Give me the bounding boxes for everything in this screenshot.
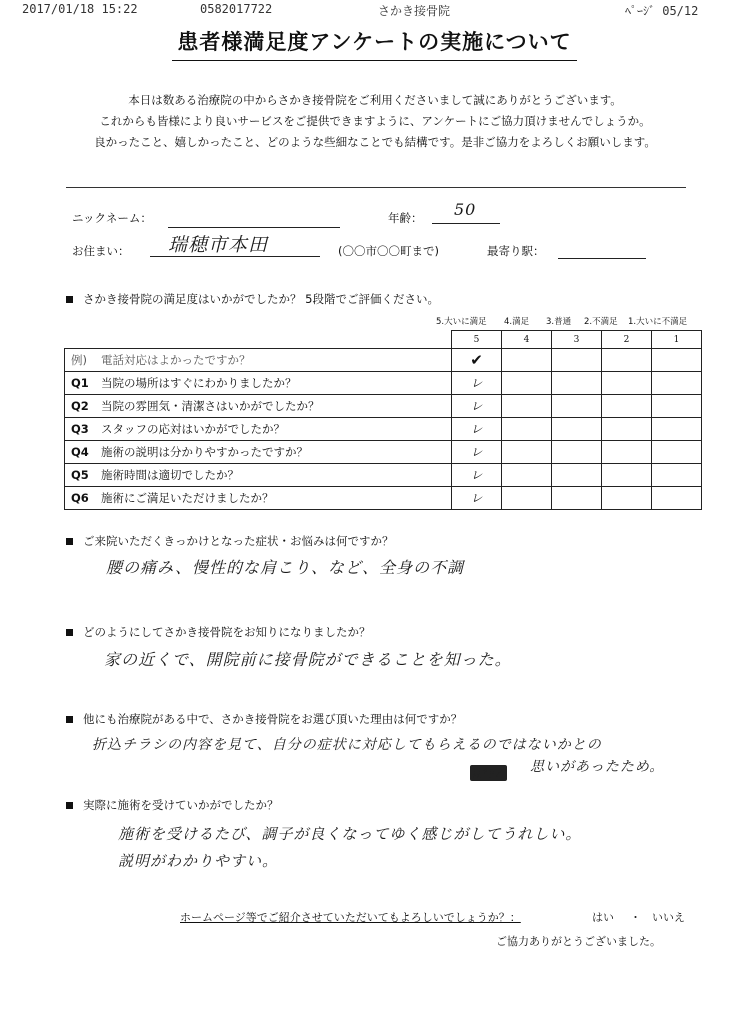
- question-id: 例): [71, 353, 87, 367]
- satisfaction-heading-text: さかき接骨院の満足度はいかがでしたか？ 5段階でご評価ください。: [83, 292, 439, 306]
- station-label: 最寄り駅：: [487, 244, 545, 258]
- col-4: 4: [502, 331, 552, 349]
- rating-cell[interactable]: [602, 441, 652, 464]
- section-bullet: [66, 629, 73, 636]
- rating-cell[interactable]: [602, 418, 652, 441]
- rating-cell[interactable]: [602, 395, 652, 418]
- rating-cell[interactable]: [602, 487, 652, 510]
- question-text: 当院の雰囲気・清潔さはいかがでしたか？: [101, 399, 320, 413]
- rating-cell[interactable]: [552, 464, 602, 487]
- open-question-2-text: どのようにしてさかき接骨院をお知りになりましたか？: [83, 625, 371, 639]
- age-field[interactable]: 50: [432, 200, 500, 224]
- intro-line-3: 良かったこと、嬉しかったこと、どのような些細なことでも結構です。是非ご協力をよろしくお願いします。: [94, 135, 656, 149]
- open-question-1: [66, 533, 394, 549]
- rating-cell[interactable]: [502, 418, 552, 441]
- consent-no-option[interactable]: いいえ: [652, 911, 685, 924]
- table-row-example: [65, 349, 702, 372]
- rating-cell[interactable]: [552, 487, 602, 510]
- address-label: お住まい：: [72, 244, 130, 258]
- rating-cell[interactable]: [602, 349, 652, 372]
- rating-cell[interactable]: レ: [452, 418, 502, 441]
- question-text: 電話対応はよかったですか？: [101, 353, 251, 367]
- rating-cell[interactable]: レ: [452, 395, 502, 418]
- question-id: Q6: [71, 491, 89, 505]
- col-3: 3: [552, 331, 602, 349]
- fax-clinic-name: さかき接骨院: [378, 4, 451, 18]
- question-id: Q5: [71, 468, 89, 482]
- question-text: 当院の場所はすぐにわかりましたか？: [101, 376, 297, 390]
- scale-label-1: 1.大いに不満足: [628, 317, 688, 327]
- rating-cell[interactable]: [652, 487, 702, 510]
- thanks-message: ご協力ありがとうございました。: [496, 935, 661, 948]
- scale-label-3: 3.普通: [546, 317, 572, 327]
- col-5: 5: [452, 331, 502, 349]
- answer-2-line-1[interactable]: 家の近くで、開院前に接骨院ができることを知った。: [104, 650, 512, 669]
- rating-cell[interactable]: [552, 441, 602, 464]
- satisfaction-table: [64, 330, 702, 510]
- table-row-q2: [65, 395, 702, 418]
- rating-cell[interactable]: [502, 487, 552, 510]
- rating-cell[interactable]: レ: [452, 487, 502, 510]
- table-header-row: [65, 331, 702, 349]
- open-question-4: [66, 797, 279, 813]
- table-row-q6: [65, 487, 702, 510]
- rating-cell[interactable]: [652, 464, 702, 487]
- rating-cell[interactable]: [502, 464, 552, 487]
- rating-cell[interactable]: [502, 441, 552, 464]
- rating-cell[interactable]: レ: [452, 464, 502, 487]
- rating-cell[interactable]: [602, 464, 652, 487]
- section-bullet: [66, 716, 73, 723]
- title-underline: [172, 60, 577, 61]
- rating-cell[interactable]: [552, 349, 602, 372]
- table-row-q5: [65, 464, 702, 487]
- section-bullet: [66, 296, 73, 303]
- intro-line-2: これからも皆様により良いサービスをご提供できますように、アンケートにご協力頂けませんでしょうか。: [99, 114, 651, 128]
- scale-label-2: 2.不満足: [584, 317, 618, 327]
- open-question-1-text: ご来院いただくきっかけとなった症状・お悩みは何ですか？: [83, 534, 394, 548]
- answer-3-struck-text: 期待と: [472, 767, 505, 780]
- satisfaction-heading: [66, 291, 439, 307]
- scale-label-4: 4.満足: [504, 317, 530, 327]
- question-id: Q3: [71, 422, 89, 436]
- table-row-q3: [65, 418, 702, 441]
- rating-cell[interactable]: [552, 418, 602, 441]
- answer-4-line-2[interactable]: 説明がわかりやすい。: [118, 852, 279, 870]
- rating-cell[interactable]: レ: [452, 441, 502, 464]
- question-text: 施術時間は適切でしたか？: [101, 468, 239, 482]
- intro-line-1: 本日は数ある治療院の中からさかき接骨院をご利用くださいまして誠にありがとうございます。: [128, 93, 622, 107]
- rating-cell[interactable]: [502, 395, 552, 418]
- age-label: 年齢：: [388, 211, 423, 225]
- consent-separator: ・: [630, 911, 641, 924]
- col-1: 1: [652, 331, 702, 349]
- answer-1-line-1[interactable]: 腰の痛み、慢性的な肩こり、など、全身の不調: [106, 558, 464, 577]
- rating-cell[interactable]: [552, 395, 602, 418]
- section-bullet: [66, 802, 73, 809]
- col-2: 2: [602, 331, 652, 349]
- rating-cell[interactable]: [602, 372, 652, 395]
- rating-cell[interactable]: [652, 395, 702, 418]
- rating-cell[interactable]: ✔: [452, 349, 502, 372]
- rating-cell[interactable]: [652, 418, 702, 441]
- question-id: Q2: [71, 399, 89, 413]
- scale-label-5: 5.大いに満足: [436, 317, 487, 327]
- open-question-2: [66, 624, 371, 640]
- rating-cell[interactable]: [552, 372, 602, 395]
- nickname-field[interactable]: [168, 212, 340, 228]
- publish-consent-question: ホームページ等でご紹介させていただいてもよろしいでしょうか？：: [180, 911, 521, 924]
- question-text: スタッフの応対はいかがでしたか？: [101, 422, 285, 436]
- rating-cell[interactable]: [502, 349, 552, 372]
- table-row-q1: [65, 372, 702, 395]
- question-id: Q4: [71, 445, 89, 459]
- question-text: 施術の説明は分かりやすかったですか？: [101, 445, 308, 459]
- fax-page-number: ﾍﾟｰｼﾞ 05/12: [625, 4, 699, 18]
- nickname-label: ニックネーム：: [72, 211, 152, 225]
- answer-3-line-2[interactable]: 思いがあったため。: [530, 759, 665, 775]
- open-question-4-text: 実際に施術を受けていかがでしたか？: [83, 798, 279, 812]
- station-field[interactable]: [558, 244, 646, 259]
- question-text: 施術にご満足いただけましたか？: [101, 491, 274, 505]
- answer-3-line-1[interactable]: 折込チラシの内容を見て、自分の症状に対応してもらえるのではないかとの: [92, 737, 602, 753]
- address-hint: (〇〇市〇〇町まで): [338, 244, 439, 258]
- divider: [66, 187, 686, 188]
- page-title: 患者様満足度アンケートの実施について: [177, 30, 572, 54]
- rating-cell[interactable]: [652, 441, 702, 464]
- rating-cell[interactable]: [652, 349, 702, 372]
- answer-4-line-1[interactable]: 施術を受けるたび、調子が良くなってゆく感じがしてうれしい。: [118, 825, 582, 843]
- table-row-q4: [65, 441, 702, 464]
- fax-number: 0582017722: [200, 2, 273, 16]
- fax-timestamp: 2017/01/18 15:22: [22, 2, 138, 16]
- consent-yes-option[interactable]: はい: [592, 911, 614, 924]
- rating-cell[interactable]: [652, 372, 702, 395]
- section-bullet: [66, 538, 73, 545]
- open-question-3: [66, 711, 462, 727]
- open-question-3-text: 他にも治療院がある中で、さかき接骨院をお選び頂いた理由は何ですか？: [83, 712, 463, 726]
- address-field[interactable]: 瑞穂市本田: [150, 230, 320, 257]
- rating-cell[interactable]: [502, 372, 552, 395]
- rating-cell[interactable]: レ: [452, 372, 502, 395]
- question-id: Q1: [71, 376, 89, 390]
